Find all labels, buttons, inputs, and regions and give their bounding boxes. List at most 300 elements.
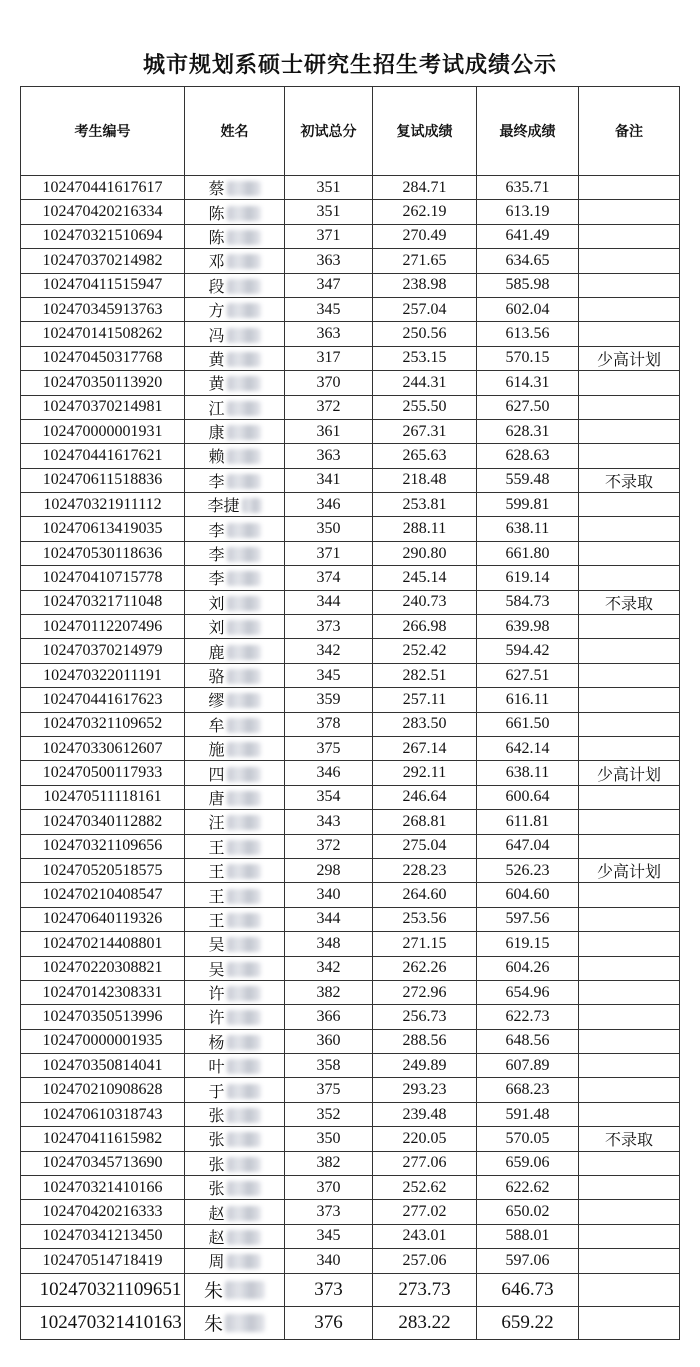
initial-score-cell: 366 bbox=[285, 1005, 373, 1029]
redaction-blur bbox=[227, 376, 261, 391]
remarks-cell bbox=[579, 639, 680, 663]
initial-score-cell: 373 bbox=[285, 1273, 373, 1306]
name-cell bbox=[185, 346, 285, 370]
remarks-cell bbox=[579, 785, 680, 809]
name-text: 四 bbox=[208, 766, 225, 784]
remarks-cell: 少高计划 bbox=[579, 858, 680, 882]
final-score-cell: 628.31 bbox=[477, 419, 579, 443]
exam-id-cell: 102470350113920 bbox=[21, 371, 185, 395]
retest-score-cell: 290.80 bbox=[373, 541, 477, 565]
redaction-blur bbox=[227, 718, 261, 733]
name-cell bbox=[185, 493, 285, 517]
name-cell bbox=[185, 761, 285, 785]
table-row bbox=[21, 1151, 680, 1175]
name-text: 王 bbox=[208, 864, 225, 882]
initial-score-cell: 363 bbox=[285, 249, 373, 273]
remarks-cell bbox=[579, 1200, 680, 1224]
name-cell bbox=[185, 956, 285, 980]
final-score-cell: 591.48 bbox=[477, 1102, 579, 1126]
name-text: 张 bbox=[208, 1132, 225, 1150]
exam-id-cell: 102470350513996 bbox=[21, 1005, 185, 1029]
exam-id-cell: 102470611518836 bbox=[21, 468, 185, 492]
exam-id-cell: 102470112207496 bbox=[21, 615, 185, 639]
name-cell bbox=[185, 1224, 285, 1248]
remarks-cell bbox=[579, 688, 680, 712]
name-text: 陈 bbox=[208, 205, 225, 223]
name-cell bbox=[185, 297, 285, 321]
remarks-cell bbox=[579, 883, 680, 907]
redaction-blur bbox=[227, 620, 261, 635]
name-cell bbox=[185, 1005, 285, 1029]
retest-score-cell: 246.64 bbox=[373, 785, 477, 809]
table-row bbox=[21, 712, 680, 736]
redaction-blur bbox=[227, 474, 261, 489]
exam-id-cell: 102470520518575 bbox=[21, 858, 185, 882]
retest-score-cell: 228.23 bbox=[373, 858, 477, 882]
retest-score-cell: 275.04 bbox=[373, 834, 477, 858]
exam-id-cell: 102470613419035 bbox=[21, 517, 185, 541]
remarks-cell bbox=[579, 615, 680, 639]
initial-score-cell: 346 bbox=[285, 761, 373, 785]
initial-score-cell: 361 bbox=[285, 419, 373, 443]
remarks-cell bbox=[579, 444, 680, 468]
initial-score-cell: 317 bbox=[285, 346, 373, 370]
exam-id-cell: 102470441617621 bbox=[21, 444, 185, 468]
name-text: 陈 bbox=[208, 229, 225, 247]
table-row bbox=[21, 200, 680, 224]
table-row bbox=[21, 1029, 680, 1053]
redaction-blur bbox=[227, 303, 261, 318]
retest-score-cell: 265.63 bbox=[373, 444, 477, 468]
final-score-cell: 650.02 bbox=[477, 1200, 579, 1224]
retest-score-cell: 253.81 bbox=[373, 493, 477, 517]
remarks-cell bbox=[579, 1151, 680, 1175]
exam-id-cell: 102470530118636 bbox=[21, 541, 185, 565]
name-cell bbox=[185, 1273, 285, 1306]
name-cell bbox=[185, 371, 285, 395]
name-text: 李捷 bbox=[207, 498, 240, 516]
redaction-blur bbox=[227, 986, 261, 1001]
name-cell bbox=[185, 322, 285, 346]
initial-score-cell: 342 bbox=[285, 956, 373, 980]
initial-score-cell: 373 bbox=[285, 615, 373, 639]
name-cell bbox=[185, 517, 285, 541]
retest-score-cell: 255.50 bbox=[373, 395, 477, 419]
name-cell bbox=[185, 883, 285, 907]
final-score-cell: 668.23 bbox=[477, 1078, 579, 1102]
exam-id-cell: 102470441617623 bbox=[21, 688, 185, 712]
exam-id-cell: 102470420216334 bbox=[21, 200, 185, 224]
remarks-cell: 不录取 bbox=[579, 468, 680, 492]
remarks-cell bbox=[579, 517, 680, 541]
name-cell bbox=[185, 1176, 285, 1200]
name-cell bbox=[185, 566, 285, 590]
exam-id-cell: 102470321410163 bbox=[21, 1306, 185, 1339]
remarks-cell bbox=[579, 541, 680, 565]
redaction-blur bbox=[227, 1084, 261, 1099]
name-text: 蔡 bbox=[208, 181, 225, 199]
table-row bbox=[21, 615, 680, 639]
redaction-blur bbox=[227, 1254, 261, 1269]
remarks-cell: 少高计划 bbox=[579, 346, 680, 370]
initial-score-cell: 372 bbox=[285, 834, 373, 858]
final-score-cell: 638.11 bbox=[477, 761, 579, 785]
header-exam-id: 考生编号 bbox=[21, 87, 185, 176]
redaction-blur bbox=[227, 767, 261, 782]
remarks-cell bbox=[579, 249, 680, 273]
redaction-blur bbox=[227, 1132, 261, 1147]
redaction-blur bbox=[225, 1281, 265, 1299]
redaction-blur bbox=[225, 1314, 265, 1332]
final-score-cell: 597.56 bbox=[477, 907, 579, 931]
remarks-cell bbox=[579, 224, 680, 248]
final-score-cell: 559.48 bbox=[477, 468, 579, 492]
remarks-cell bbox=[579, 176, 680, 200]
retest-score-cell: 238.98 bbox=[373, 273, 477, 297]
exam-id-cell: 102470321711048 bbox=[21, 590, 185, 614]
exam-id-cell: 102470420216333 bbox=[21, 1200, 185, 1224]
remarks-cell bbox=[579, 1176, 680, 1200]
name-text: 吴 bbox=[208, 937, 225, 955]
table-row bbox=[21, 1054, 680, 1078]
table-row bbox=[21, 273, 680, 297]
initial-score-cell: 344 bbox=[285, 907, 373, 931]
name-cell bbox=[185, 1054, 285, 1078]
name-text: 黄 bbox=[208, 376, 225, 394]
name-text: 张 bbox=[208, 1108, 225, 1126]
name-cell bbox=[185, 1029, 285, 1053]
final-score-cell: 607.89 bbox=[477, 1054, 579, 1078]
name-text: 冯 bbox=[208, 327, 225, 345]
name-cell bbox=[185, 980, 285, 1004]
redaction-blur bbox=[227, 181, 261, 196]
redaction-blur bbox=[227, 669, 261, 684]
exam-id-cell: 102470210908628 bbox=[21, 1078, 185, 1102]
retest-score-cell: 282.51 bbox=[373, 663, 477, 687]
name-text: 王 bbox=[208, 912, 225, 930]
table-row bbox=[21, 956, 680, 980]
redaction-blur bbox=[227, 328, 261, 343]
remarks-cell bbox=[579, 834, 680, 858]
initial-score-cell: 373 bbox=[285, 1200, 373, 1224]
name-cell bbox=[185, 1249, 285, 1273]
retest-score-cell: 220.05 bbox=[373, 1127, 477, 1151]
final-score-cell: 622.73 bbox=[477, 1005, 579, 1029]
table-row bbox=[21, 1306, 680, 1339]
exam-id-cell: 102470321510694 bbox=[21, 224, 185, 248]
table-row bbox=[21, 1176, 680, 1200]
name-cell bbox=[185, 273, 285, 297]
name-cell bbox=[185, 615, 285, 639]
final-score-cell: 594.42 bbox=[477, 639, 579, 663]
name-cell bbox=[185, 444, 285, 468]
name-text: 缪 bbox=[208, 693, 225, 711]
final-score-cell: 638.11 bbox=[477, 517, 579, 541]
score-table bbox=[20, 86, 680, 1340]
retest-score-cell: 249.89 bbox=[373, 1054, 477, 1078]
table-row bbox=[21, 346, 680, 370]
name-text: 赵 bbox=[208, 1229, 225, 1247]
name-cell bbox=[185, 395, 285, 419]
remarks-cell bbox=[579, 712, 680, 736]
exam-id-cell: 102470411515947 bbox=[21, 273, 185, 297]
retest-score-cell: 288.56 bbox=[373, 1029, 477, 1053]
remarks-cell bbox=[579, 200, 680, 224]
retest-score-cell: 277.02 bbox=[373, 1200, 477, 1224]
exam-id-cell: 102470220308821 bbox=[21, 956, 185, 980]
remarks-cell bbox=[579, 1078, 680, 1102]
table-row bbox=[21, 493, 680, 517]
retest-score-cell: 271.15 bbox=[373, 932, 477, 956]
header-remarks: 备注 bbox=[579, 87, 680, 176]
final-score-cell: 597.06 bbox=[477, 1249, 579, 1273]
initial-score-cell: 358 bbox=[285, 1054, 373, 1078]
remarks-cell: 不录取 bbox=[579, 590, 680, 614]
initial-score-cell: 375 bbox=[285, 736, 373, 760]
remarks-cell bbox=[579, 932, 680, 956]
table-row bbox=[21, 810, 680, 834]
table-row bbox=[21, 639, 680, 663]
exam-id-cell: 102470410715778 bbox=[21, 566, 185, 590]
initial-score-cell: 344 bbox=[285, 590, 373, 614]
redaction-blur bbox=[227, 1206, 261, 1221]
initial-score-cell: 360 bbox=[285, 1029, 373, 1053]
name-cell bbox=[185, 1078, 285, 1102]
header-name: 姓名 bbox=[185, 87, 285, 176]
final-score-cell: 648.56 bbox=[477, 1029, 579, 1053]
table-row bbox=[21, 566, 680, 590]
final-score-cell: 570.15 bbox=[477, 346, 579, 370]
final-score-cell: 584.73 bbox=[477, 590, 579, 614]
name-text: 汪 bbox=[208, 815, 225, 833]
name-text: 李 bbox=[208, 571, 225, 589]
exam-id-cell: 102470210408547 bbox=[21, 883, 185, 907]
remarks-cell bbox=[579, 566, 680, 590]
retest-score-cell: 245.14 bbox=[373, 566, 477, 590]
name-cell bbox=[185, 810, 285, 834]
exam-id-cell: 102470321109651 bbox=[21, 1273, 185, 1306]
exam-id-cell: 102470141508262 bbox=[21, 322, 185, 346]
redaction-blur bbox=[227, 1010, 261, 1025]
initial-score-cell: 350 bbox=[285, 1127, 373, 1151]
name-cell bbox=[185, 712, 285, 736]
retest-score-cell: 292.11 bbox=[373, 761, 477, 785]
header-retest-score: 复试成绩 bbox=[373, 87, 477, 176]
table-row bbox=[21, 322, 680, 346]
table-row bbox=[21, 176, 680, 200]
retest-score-cell: 252.62 bbox=[373, 1176, 477, 1200]
remarks-cell bbox=[579, 395, 680, 419]
name-text: 叶 bbox=[208, 1059, 225, 1077]
name-cell bbox=[185, 932, 285, 956]
name-text: 于 bbox=[208, 1083, 225, 1101]
table-row bbox=[21, 371, 680, 395]
name-text: 康 bbox=[208, 425, 225, 443]
initial-score-cell: 340 bbox=[285, 1249, 373, 1273]
exam-id-cell: 102470330612607 bbox=[21, 736, 185, 760]
remarks-cell bbox=[579, 273, 680, 297]
name-cell bbox=[185, 176, 285, 200]
name-cell bbox=[185, 736, 285, 760]
retest-score-cell: 253.56 bbox=[373, 907, 477, 931]
initial-score-cell: 340 bbox=[285, 883, 373, 907]
final-score-cell: 639.98 bbox=[477, 615, 579, 639]
redaction-blur bbox=[227, 937, 261, 952]
redaction-blur bbox=[227, 425, 261, 440]
final-score-cell: 641.49 bbox=[477, 224, 579, 248]
name-text: 赵 bbox=[208, 1205, 225, 1223]
final-score-cell: 585.98 bbox=[477, 273, 579, 297]
exam-id-cell: 102470610318743 bbox=[21, 1102, 185, 1126]
final-score-cell: 570.05 bbox=[477, 1127, 579, 1151]
redaction-blur bbox=[227, 571, 261, 586]
table-body bbox=[21, 176, 680, 1340]
exam-id-cell: 102470370214982 bbox=[21, 249, 185, 273]
retest-score-cell: 268.81 bbox=[373, 810, 477, 834]
remarks-cell bbox=[579, 956, 680, 980]
final-score-cell: 599.81 bbox=[477, 493, 579, 517]
retest-score-cell: 267.31 bbox=[373, 419, 477, 443]
table-row bbox=[21, 688, 680, 712]
initial-score-cell: 351 bbox=[285, 200, 373, 224]
name-cell bbox=[185, 224, 285, 248]
name-text: 方 bbox=[208, 303, 225, 321]
retest-score-cell: 250.56 bbox=[373, 322, 477, 346]
final-score-cell: 635.71 bbox=[477, 176, 579, 200]
retest-score-cell: 264.60 bbox=[373, 883, 477, 907]
exam-id-cell: 102470340112882 bbox=[21, 810, 185, 834]
exam-id-cell: 102470142308331 bbox=[21, 980, 185, 1004]
initial-score-cell: 352 bbox=[285, 1102, 373, 1126]
initial-score-cell: 376 bbox=[285, 1306, 373, 1339]
table-row bbox=[21, 297, 680, 321]
table-row bbox=[21, 1102, 680, 1126]
initial-score-cell: 354 bbox=[285, 785, 373, 809]
retest-score-cell: 240.73 bbox=[373, 590, 477, 614]
redaction-blur bbox=[227, 864, 261, 879]
retest-score-cell: 293.23 bbox=[373, 1078, 477, 1102]
remarks-cell: 少高计划 bbox=[579, 761, 680, 785]
initial-score-cell: 372 bbox=[285, 395, 373, 419]
remarks-cell bbox=[579, 1249, 680, 1273]
name-text: 张 bbox=[208, 1181, 225, 1199]
final-score-cell: 611.81 bbox=[477, 810, 579, 834]
redaction-blur bbox=[227, 1230, 261, 1245]
name-text: 段 bbox=[208, 278, 225, 296]
redaction-blur bbox=[227, 840, 261, 855]
name-cell bbox=[185, 688, 285, 712]
name-cell bbox=[185, 200, 285, 224]
name-text: 刘 bbox=[208, 595, 225, 613]
redaction-blur bbox=[227, 962, 261, 977]
redaction-blur bbox=[227, 449, 261, 464]
final-score-cell: 619.15 bbox=[477, 932, 579, 956]
remarks-cell bbox=[579, 1054, 680, 1078]
exam-id-cell: 102470321109652 bbox=[21, 712, 185, 736]
name-cell bbox=[185, 858, 285, 882]
exam-id-cell: 102470345713690 bbox=[21, 1151, 185, 1175]
retest-score-cell: 277.06 bbox=[373, 1151, 477, 1175]
remarks-cell bbox=[579, 980, 680, 1004]
table-header-row bbox=[21, 87, 680, 176]
final-score-cell: 588.01 bbox=[477, 1224, 579, 1248]
table-row bbox=[21, 663, 680, 687]
name-cell bbox=[185, 590, 285, 614]
redaction-blur bbox=[227, 254, 261, 269]
name-cell bbox=[185, 663, 285, 687]
final-score-cell: 604.60 bbox=[477, 883, 579, 907]
exam-id-cell: 102470321911112 bbox=[21, 493, 185, 517]
name-text: 黄 bbox=[208, 351, 225, 369]
retest-score-cell: 239.48 bbox=[373, 1102, 477, 1126]
final-score-cell: 619.14 bbox=[477, 566, 579, 590]
name-text: 江 bbox=[208, 400, 225, 418]
exam-id-cell: 102470000001935 bbox=[21, 1029, 185, 1053]
exam-id-cell: 102470370214981 bbox=[21, 395, 185, 419]
header-initial-score: 初试总分 bbox=[285, 87, 373, 176]
redaction-blur bbox=[227, 791, 261, 806]
table-row bbox=[21, 1224, 680, 1248]
redaction-blur bbox=[227, 889, 261, 904]
exam-id-cell: 102470500117933 bbox=[21, 761, 185, 785]
exam-id-cell: 102470214408801 bbox=[21, 932, 185, 956]
redaction-blur bbox=[227, 206, 261, 221]
retest-score-cell: 267.14 bbox=[373, 736, 477, 760]
initial-score-cell: 359 bbox=[285, 688, 373, 712]
name-cell bbox=[185, 468, 285, 492]
redaction-blur bbox=[227, 1108, 261, 1123]
final-score-cell: 613.19 bbox=[477, 200, 579, 224]
redaction-blur bbox=[227, 693, 261, 708]
name-cell bbox=[185, 419, 285, 443]
name-cell bbox=[185, 785, 285, 809]
name-cell bbox=[185, 541, 285, 565]
page-title: 城市规划系硕士研究生招生考试成绩公示 bbox=[142, 53, 557, 78]
remarks-cell bbox=[579, 1273, 680, 1306]
retest-score-cell: 252.42 bbox=[373, 639, 477, 663]
redaction-blur bbox=[227, 645, 261, 660]
remarks-cell bbox=[579, 371, 680, 395]
final-score-cell: 627.51 bbox=[477, 663, 579, 687]
retest-score-cell: 256.73 bbox=[373, 1005, 477, 1029]
name-cell bbox=[185, 834, 285, 858]
initial-score-cell: 351 bbox=[285, 176, 373, 200]
exam-id-cell: 102470370214979 bbox=[21, 639, 185, 663]
redaction-blur bbox=[227, 279, 261, 294]
remarks-cell bbox=[579, 1102, 680, 1126]
initial-score-cell: 347 bbox=[285, 273, 373, 297]
initial-score-cell: 371 bbox=[285, 541, 373, 565]
name-text: 赖 bbox=[208, 449, 225, 467]
redaction-blur bbox=[227, 913, 261, 928]
initial-score-cell: 341 bbox=[285, 468, 373, 492]
table-row bbox=[21, 907, 680, 931]
header-final-score: 最终成绩 bbox=[477, 87, 579, 176]
remarks-cell bbox=[579, 1005, 680, 1029]
name-text: 朱 bbox=[203, 1314, 223, 1336]
initial-score-cell: 374 bbox=[285, 566, 373, 590]
retest-score-cell: 273.73 bbox=[373, 1273, 477, 1306]
final-score-cell: 602.04 bbox=[477, 297, 579, 321]
name-cell bbox=[185, 639, 285, 663]
redaction-blur bbox=[227, 742, 261, 757]
redaction-blur bbox=[227, 401, 261, 416]
exam-id-cell: 102470450317768 bbox=[21, 346, 185, 370]
final-score-cell: 661.50 bbox=[477, 712, 579, 736]
name-text: 鹿 bbox=[208, 644, 225, 662]
name-cell bbox=[185, 1127, 285, 1151]
redaction-blur bbox=[227, 1059, 261, 1074]
